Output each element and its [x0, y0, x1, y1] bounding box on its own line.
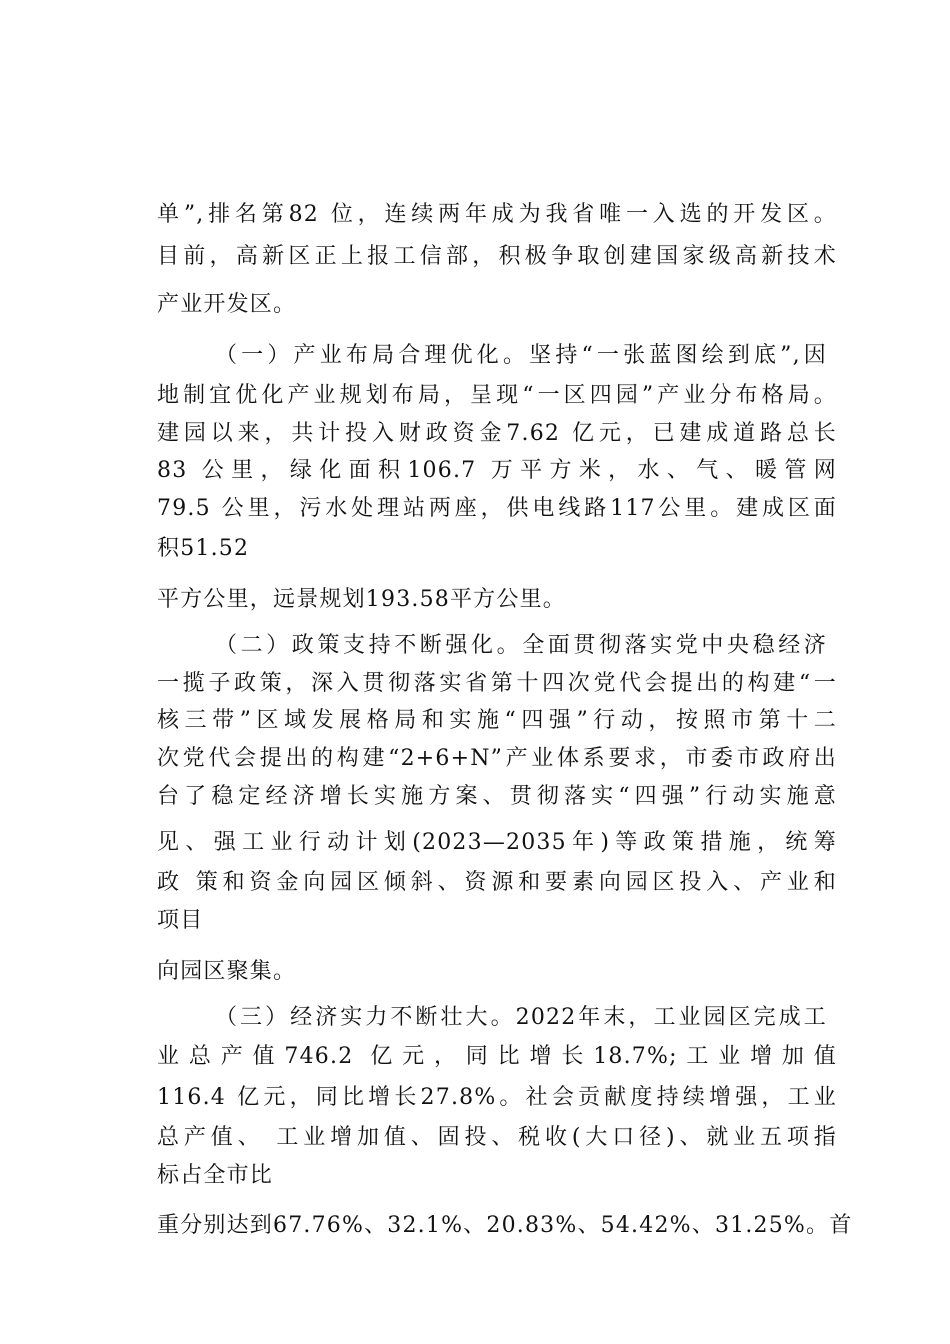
- text-line: 建园以来，共计投入财政资金7.62 亿元，已建成道路总长: [157, 421, 837, 446]
- text-line: 产业开发区。: [157, 292, 297, 317]
- text-line: 单”,排名第82 位，连续两年成为我省唯一入选的开发区。: [157, 202, 837, 227]
- text-line: 业总产值746.2 亿元，同比增长18.7%;工业增加值: [157, 1044, 837, 1069]
- text-line: 地制宜优化产业规划布局，呈现“一区四园”产业分布格局。: [157, 383, 837, 408]
- text-line: 见、强工业行动计划(2023—2035年)等政策措施，统筹: [157, 830, 837, 855]
- text-line: 项目: [157, 908, 204, 933]
- text-line: 核三带”区域发展格局和实施“四强”行动，按照市第十二: [157, 708, 837, 733]
- text-line: 标占全市比: [157, 1163, 274, 1188]
- text-line: 积51.52: [157, 536, 250, 561]
- text-line: 一揽子政策，深入贯彻落实省第十四次党代会提出的构建“一: [157, 671, 837, 696]
- paragraph-heading-3: （三）经济实力不断壮大。2022年末，工业园区完成工: [215, 1005, 827, 1030]
- text-line: 总产值、 工业增加值、固投、税收(大口径)、就业五项指: [157, 1125, 837, 1150]
- text-line: 平方公里，远景规划193.58平方公里。: [157, 587, 566, 612]
- text-line: 重分别达到67.76%、32.1%、20.83%、54.42%、31.25%。首: [157, 1213, 853, 1238]
- text-line: 83 公里，绿化面积106.7 万平方米，水、气、暖管网: [157, 458, 837, 483]
- paragraph-heading-2: （二）政策支持不断强化。全面贯彻落实党中央稳经济: [215, 633, 827, 658]
- text-line: 79.5 公里，污水处理站两座，供电线路117公里。建成区面: [157, 496, 837, 521]
- text-line: 台了稳定经济增长实施方案、贯彻落实“四强”行动实施意: [157, 784, 837, 809]
- text-line: 向园区聚集。: [157, 959, 297, 984]
- text-line: 政 策和资金向园区倾斜、资源和要素向园区投入、产业和: [157, 870, 837, 895]
- paragraph-heading-1: （一）产业布局合理优化。坚持“一张蓝图绘到底”,因: [215, 343, 827, 368]
- text-line: 116.4 亿元，同比增长27.8%。社会贡献度持续增强，工业: [157, 1085, 837, 1110]
- text-line: 次党代会提出的构建“2+6+N”产业体系要求，市委市政府出: [157, 746, 837, 771]
- text-line: 目前，高新区正上报工信部，积极争取创建国家级高新技术: [157, 244, 837, 269]
